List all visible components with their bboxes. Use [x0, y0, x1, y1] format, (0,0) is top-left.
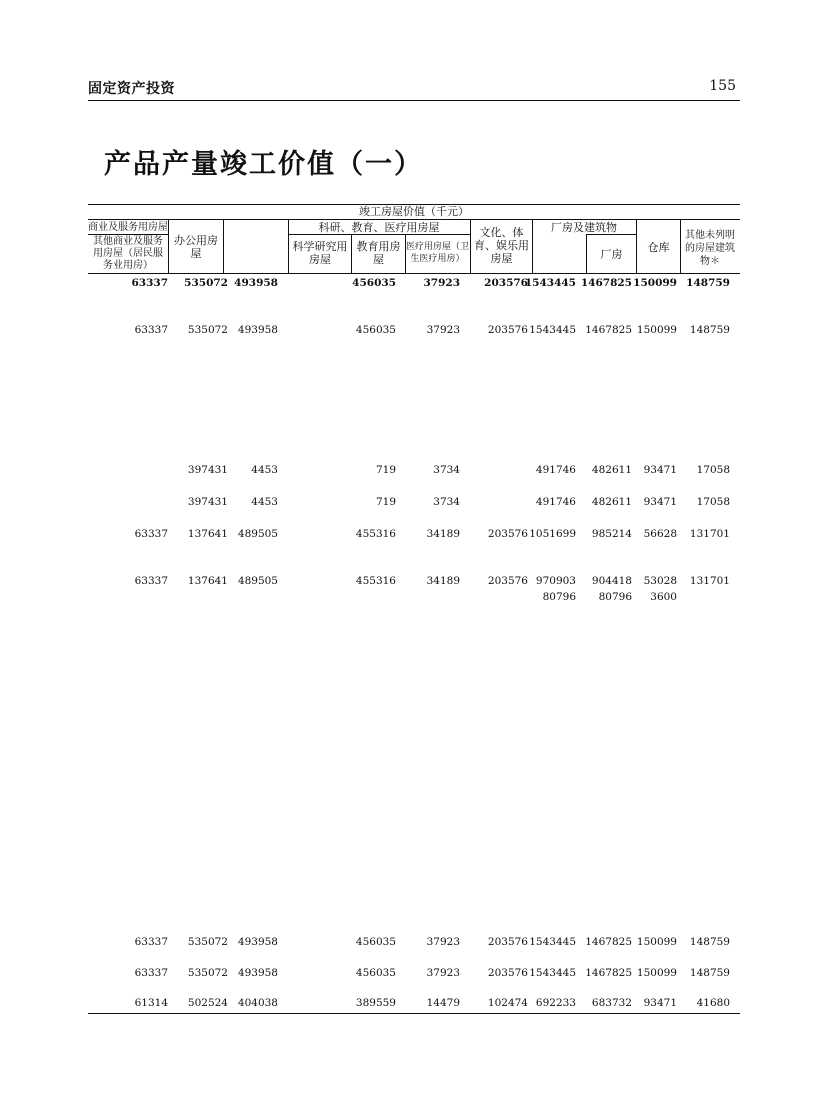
page-title: 产品产量竣工价值（一）: [104, 149, 423, 180]
header-culture: 文化、体育、娱乐用房屋: [474, 226, 529, 265]
header-bottom-rule: [88, 273, 740, 274]
header-rule-1: [88, 219, 740, 220]
header-factory-group: 厂房及建筑物: [551, 221, 617, 234]
header-commercial-group: 商业及服务用房屋: [88, 222, 168, 233]
header-rule-factory: [586, 234, 636, 235]
header-commercial-other: 其他商业及服务用房屋（居民服务业用房）: [93, 236, 163, 271]
header-factory: 厂房: [600, 248, 623, 261]
header-rule: [88, 100, 740, 101]
header-warehouse: 仓库: [647, 241, 670, 254]
section-label: 固定资产投资: [88, 81, 175, 97]
table-row: 63337 535072 493958 456035 37923 203576 1543445 1467825 150099 148759: [134, 967, 730, 979]
header-divider: [223, 219, 224, 273]
table-row: 63337 535072 493958 456035 37923 203576 1543445 1467825 150099 148759: [131, 277, 730, 289]
header-medical: 医疗用房屋（卫生医疗用房）: [406, 242, 470, 264]
header-divider: [680, 219, 681, 273]
header-rule-commercial: [88, 234, 168, 235]
header-divider: [470, 219, 471, 273]
page-number: 155: [709, 78, 736, 94]
header-research: 科学研究用房屋: [292, 240, 348, 266]
header-divider: [168, 219, 169, 273]
header-rule-research: [288, 234, 470, 235]
header-divider: [586, 234, 587, 273]
header-office: 办公用房屋: [174, 234, 218, 260]
table-row: 63337 535072 493958 456035 37923 203576 1543445 1467825 150099 148759: [134, 324, 730, 336]
table-row: 63337 137641 489505 455316 34189 203576 1051699 985214 56628 131701: [134, 528, 730, 540]
header-other: 其他未列明的房屋建筑物＊: [685, 230, 735, 267]
table-row: 80796 80796 3600: [542, 591, 677, 603]
header-research-group: 科研、教育、医疗用房屋: [318, 221, 440, 234]
table-row: 63337 137641 489505 455316 34189 203576 970903 904418 53028 131701: [134, 575, 730, 587]
table-row: 61314 502524 404038 389559 14479 102474 692233 683732 93471 41680: [134, 997, 730, 1009]
header-divider: [351, 234, 352, 273]
header-education: 教育用房屋: [356, 240, 401, 266]
header-divider: [636, 219, 637, 273]
table-row: 397431 4453 719 3734 491746 482611 93471 17058: [187, 496, 730, 508]
table-row: 397431 4453 719 3734 491746 482611 93471 17058: [187, 464, 730, 476]
table-bottom-rule: [88, 1013, 740, 1014]
table-row: 63337 535072 493958 456035 37923 203576 1543445 1467825 150099 148759: [134, 936, 730, 948]
header-main: 竣工房屋价值（千元）: [359, 205, 469, 218]
running-head: [88, 76, 740, 100]
